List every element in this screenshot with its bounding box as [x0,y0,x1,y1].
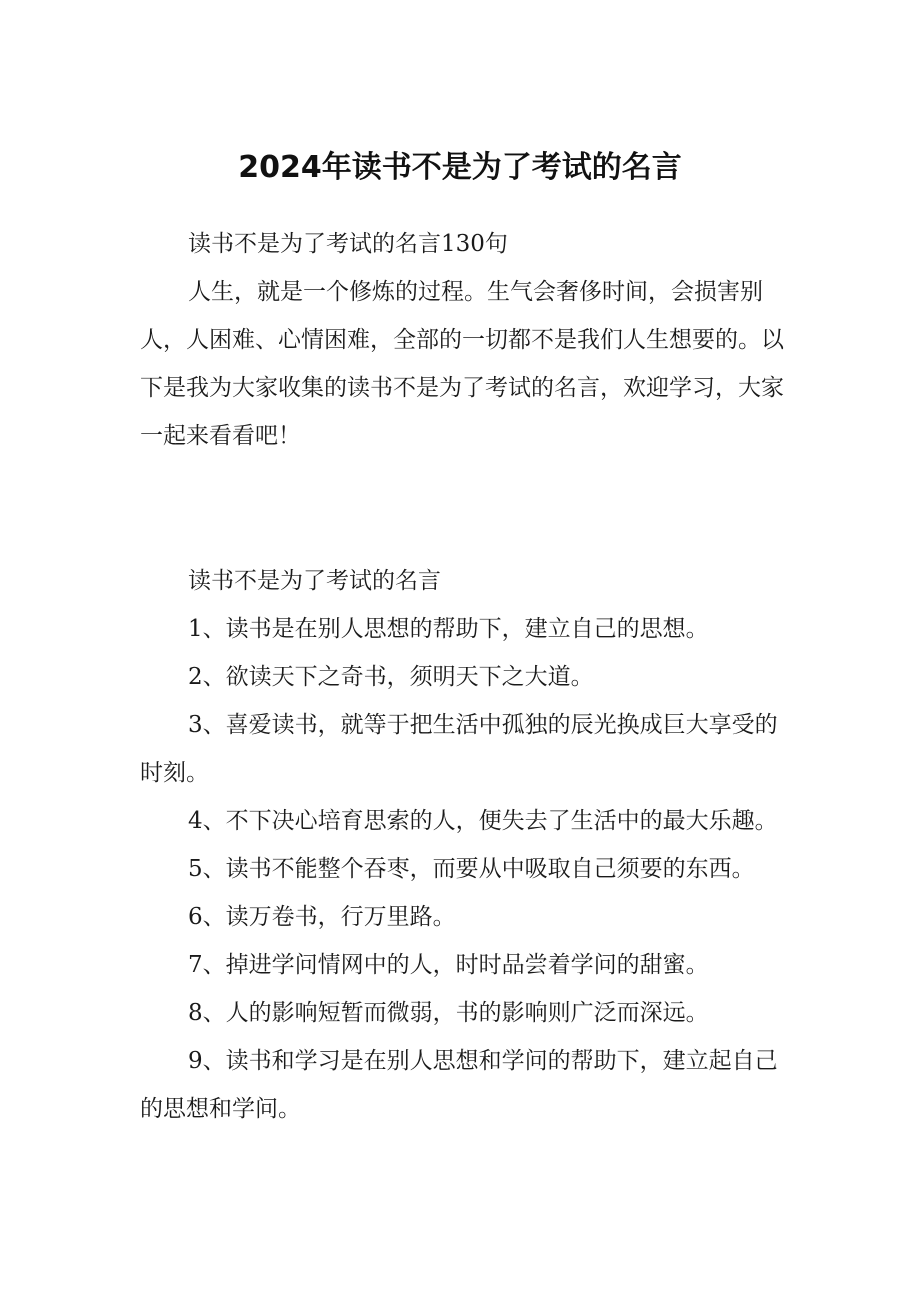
quote-item-8: 8、人的影响短暂而微弱，书的影响则广泛而深远。 [188,1000,709,1026]
document-title: 2024年读书不是为了考试的名言 [238,150,682,185]
quote-item-9: 9、读书和学习是在别人思想和学问的帮助下，建立起自己的思想和学问。 [140,1048,778,1122]
quote-item-4: 4、不下决心培育思索的人，便失去了生活中的最大乐趣。 [188,808,778,834]
intro-block [140,220,800,460]
quote-item-1: 1、读书是在别人思想的帮助下，建立自己的思想。 [188,616,709,642]
intro-paragraph: 人生，就是一个修炼的过程。生气会奢侈时间，会损害别人，人困难、心情困难，全部的一切都不是我们人生想要的。以下是我为大家收集的读书不是为了考试的名言，欢迎学习，大家一起来看看吧！ [140,279,784,449]
section-heading: 读书不是为了考试的名言 [188,568,441,594]
quotes-section [140,557,800,1133]
quote-item-2: 2、欲读天下之奇书，须明天下之大道。 [188,664,594,690]
quote-item-5: 5、读书不能整个吞枣，而要从中吸取自己须要的东西。 [188,856,755,882]
quote-item-6: 6、读万卷书，行万里路。 [188,904,456,930]
intro-heading: 读书不是为了考试的名言130句 [188,231,508,257]
quote-item-7: 7、掉进学问情网中的人，时时品尝着学问的甜蜜。 [188,952,709,978]
quote-item-3: 3、喜爱读书，就等于把生活中孤独的辰光换成巨大享受的时刻。 [140,712,778,786]
